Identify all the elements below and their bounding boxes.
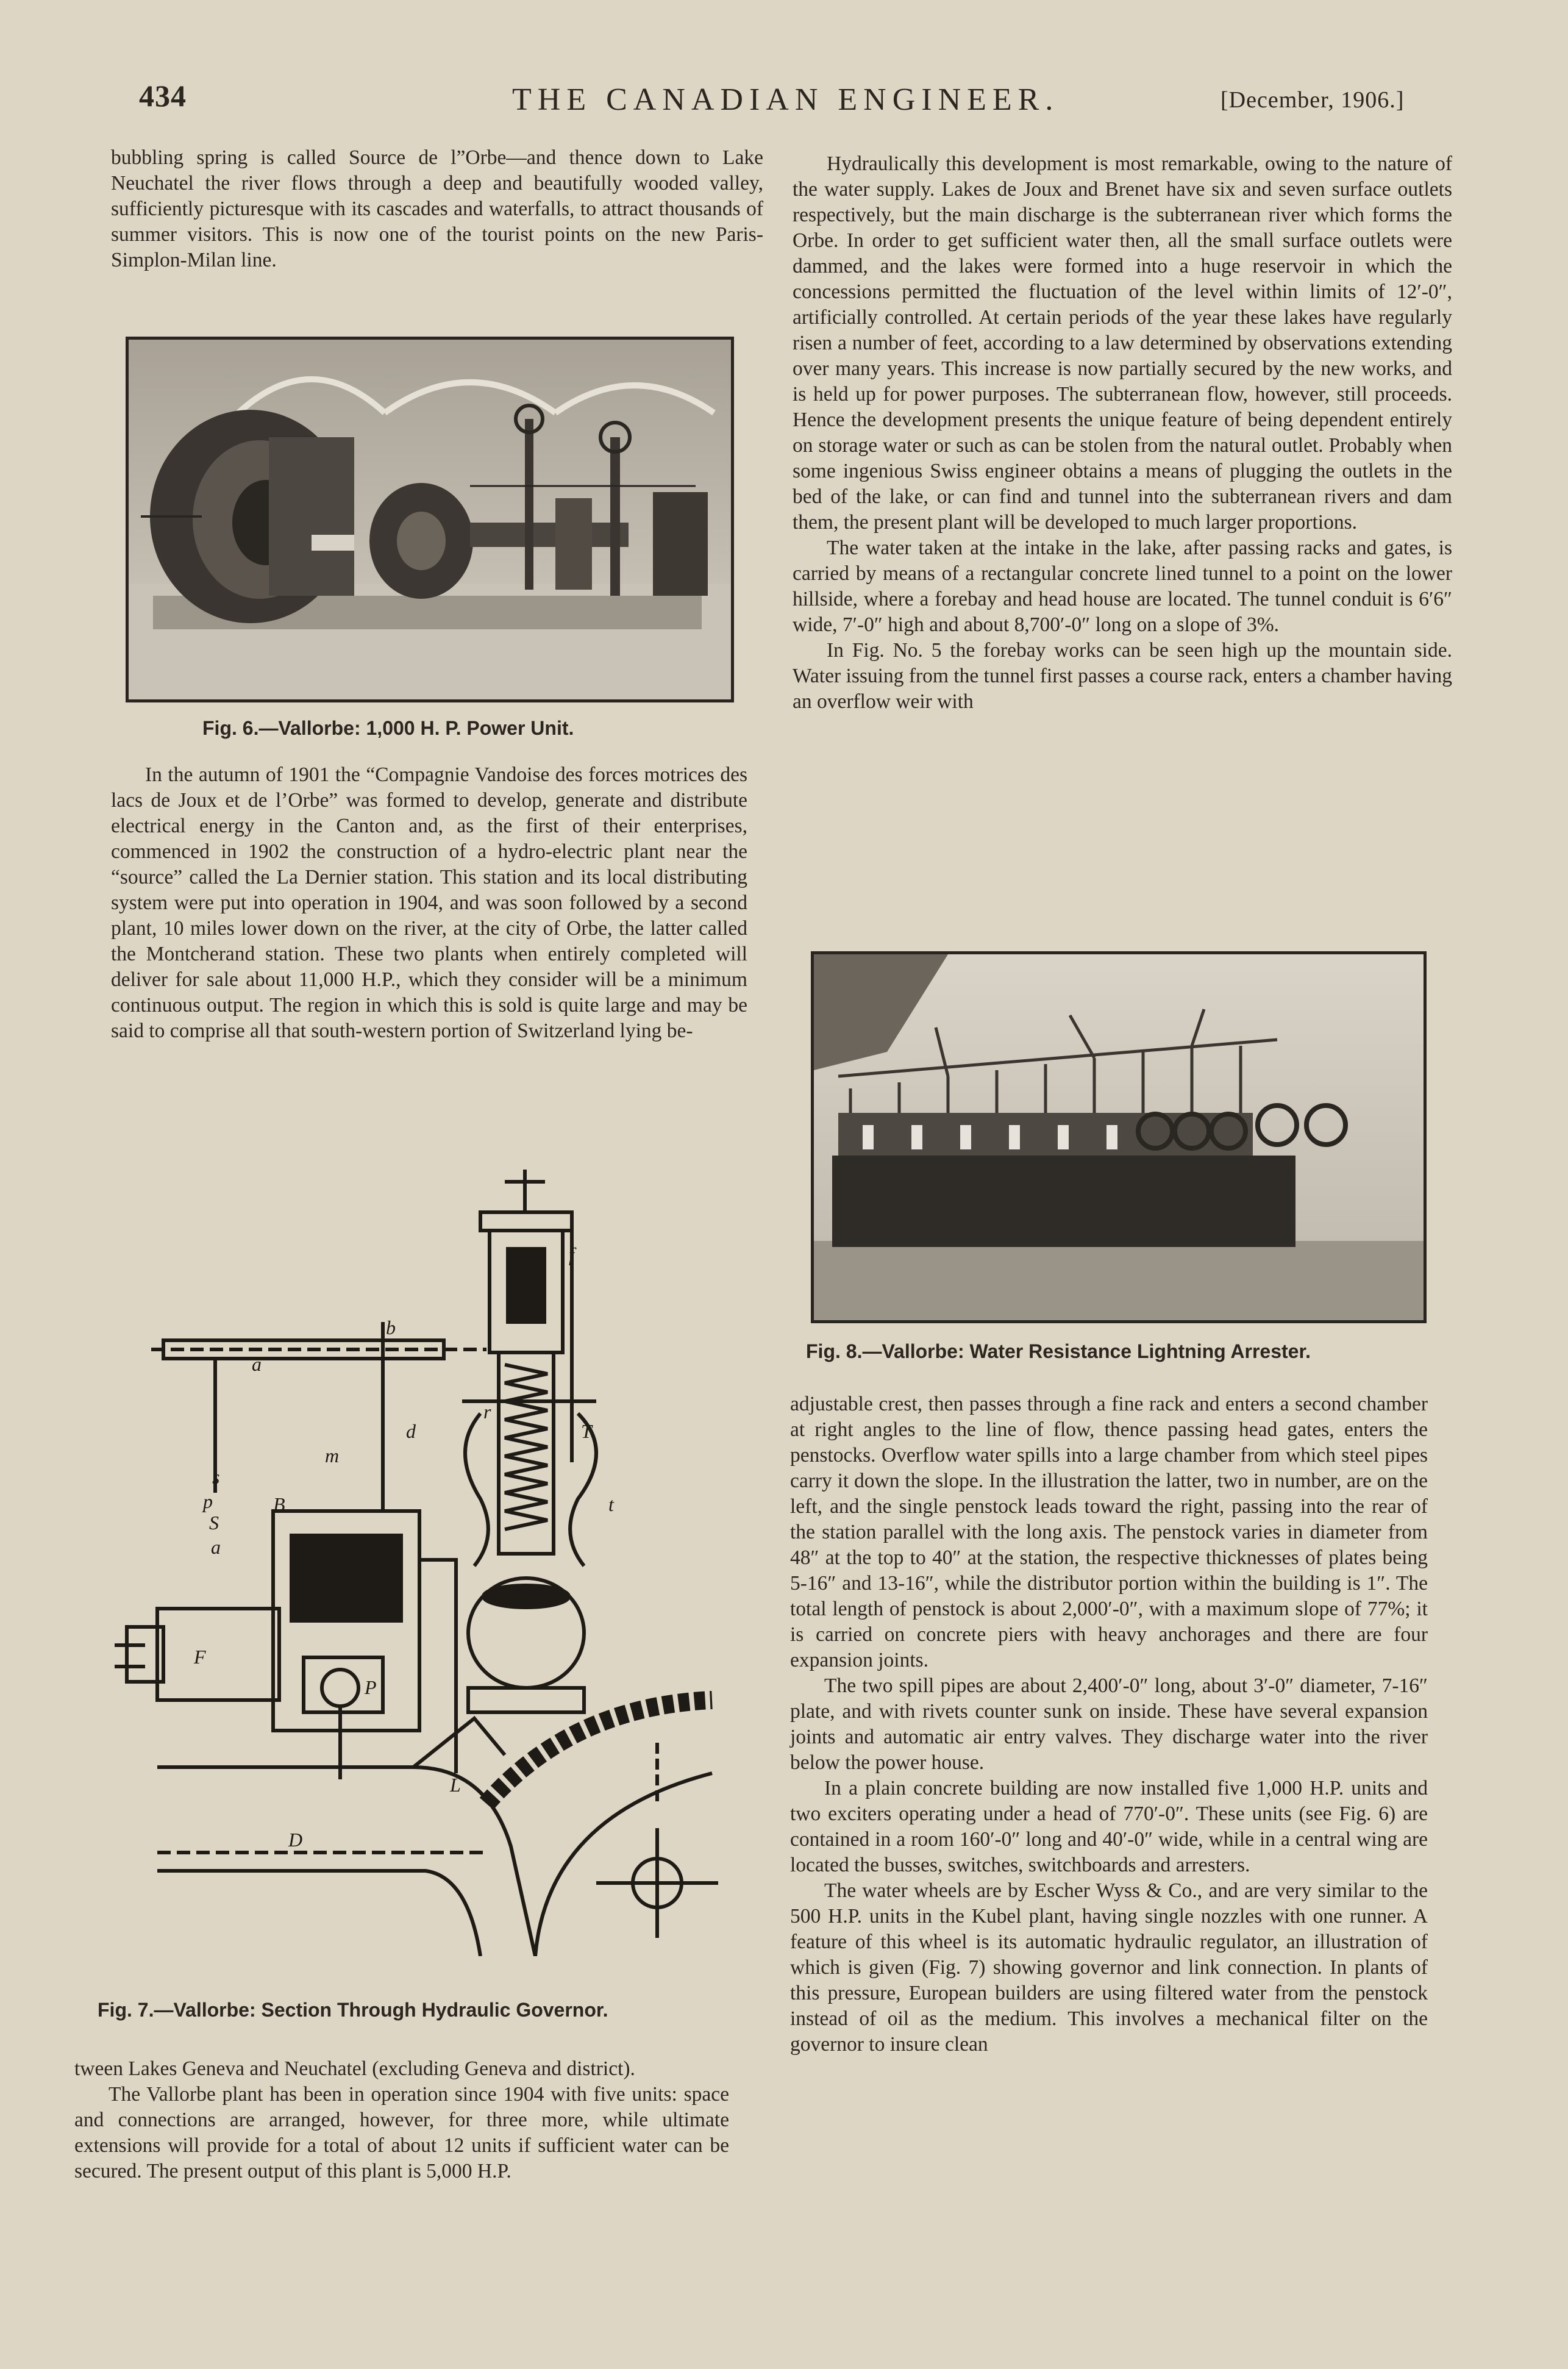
issue-date: [December, 1906.]: [1221, 87, 1405, 113]
label-a2: a: [211, 1536, 221, 1558]
label-a: a: [252, 1353, 262, 1375]
paragraph: The Vallorbe plant has been in operation since 1904 with five units: space and connections are arranged, however, for three more, while ultimate extensions will provide for a total of about 12 units if sufficient water can be secured. The present output of this plant is 5,000 H.P.: [74, 2083, 729, 2182]
label-t: t: [608, 1493, 614, 1515]
label-s: s: [212, 1466, 220, 1488]
paragraph: adjustable crest, then passes through a fine rack and enters a second chamber at right angles to the line of flow, thence passing head gates, enters the penstocks. Overflow water spills into a large chamber from which steel pipes carry it down the slope. In the illustration the latter, two in number, are on the left, and the single penstock leads toward the right, passing into the rear of the station parallel with the long axis. The penstock varies in diameter from 48″ at the top to 40″ at the station, the respective thicknesses of plates being 5-16″ and 13-16″, while the distributor portion within the building is 1″. The total length of penstock is about 2,000′-0″, with a maximum slope of 77%; it is carried on concrete piers with heavy anchorages and there are four expansion joints.: [790, 1393, 1428, 1671]
label-d: d: [406, 1420, 416, 1442]
label-B: B: [273, 1493, 285, 1515]
left-column-top: [111, 145, 763, 273]
label-D: D: [288, 1829, 303, 1851]
left-column-middle: [111, 762, 747, 1044]
label-p: p: [203, 1490, 213, 1512]
right-column-top: [793, 151, 1452, 715]
label-T: T: [581, 1420, 592, 1442]
label-L: L: [450, 1774, 461, 1796]
paragraph: In a plain concrete building are now installed five 1,000 H.P. units and two exciters operating under a head of 770′-0″. These units (see Fig. 6) are contained in a room 160′-0″ long and 40′-0″ wide, while in a central wing are located the busses, switches, switchboards and arresters.: [790, 1777, 1428, 1876]
figure-7-caption: Fig. 7.—Vallorbe: Section Through Hydraulic Governor.: [98, 1999, 608, 2021]
paragraph: The water taken at the intake in the lake, after passing racks and gates, is carried by means of a rectangular concrete lined tunnel to a point on the lower hillside, where a forebay and head house are located. The tunnel conduit is 6′6″ wide, 7′-0″ high and about 8,700′-0″ long on a slope of 3%.: [793, 537, 1452, 636]
figure-8-caption: Fig. 8.—Vallorbe: Water Resistance Lightning Arrester.: [806, 1340, 1311, 1362]
lightning-arrester-illustration: [814, 954, 1424, 1320]
figure-6-caption: Fig. 6.—Vallorbe: 1,000 H. P. Power Unit.: [202, 717, 574, 739]
label-F: F: [194, 1646, 206, 1668]
page-number: 434: [139, 79, 187, 113]
figure-8-photo: [811, 951, 1427, 1323]
paragraph: bubbling spring is called Source de l”Orbe—and thence down to Lake Neuchatel the river flows through a deep and beautifully wooded valley, sufficiently picturesque with its cascades and waterfalls, to attract thousands of summer visitors. This is now one of the tourist points on the new Paris-Simplon-Milan line.: [111, 146, 763, 271]
power-unit-illustration: [129, 340, 731, 699]
label-b: b: [386, 1317, 396, 1338]
paragraph: In Fig. No. 5 the forebay works can be seen high up the mountain side. Water issuing from the tunnel first passes a course rack, enters a chamber having an overflow weir with: [793, 639, 1452, 713]
journal-title: THE CANADIAN ENGINEER.: [512, 82, 1060, 117]
page-header: [0, 78, 1568, 127]
label-m: m: [325, 1445, 340, 1467]
paragraph: The water wheels are by Escher Wyss & Co., and are very similar to the 500 H.P. units in the Kubel plant, having single nozzles with one runner. A feature of this wheel is its automatic hydraulic regulator, an illustration of which is given (Fig. 7) showing governor and link connection. In plants of this pressure, European builders are using filtered water from the penstock instead of oil as the medium. This involves a mechanical filter on the governor to insure clean: [790, 1879, 1428, 2056]
label-f: f: [569, 1243, 574, 1265]
paragraph: In the autumn of 1901 the “Compagnie Vandoise des forces motrices des lacs de Joux et de l’Orbe” was formed to develop, generate and distribute electrical energy in the Canton and, as the first of their enterprises, commenced in 1902 the construction of a hydro-electric plant near the “source” called the La Dernier station. This station and its local distributing system were put into operation in 1904, and was soon followed by a second plant, 10 miles lower down on the river, at the city of Orbe, the latter called the Montcherand station. These two plants when entirely completed will deliver for sale about 11,000 H.P., which they consider will be a minimum continuous output. The region in which this is sold is quite large and may be said to comprise all that south-western portion of Switzerland lying be-: [111, 763, 747, 1042]
figure-6-photo: [126, 337, 734, 702]
label-P: P: [365, 1676, 377, 1698]
figure-7-drawing: [109, 1170, 743, 1956]
right-column-bottom: [790, 1392, 1428, 2057]
label-S: S: [209, 1512, 219, 1534]
paragraph: The two spill pipes are about 2,400′-0″ long, about 3′-0″ diameter, 7-16″ plate, and with rivets counter sunk on inside. These have several expansion joints and automatic air entry valves. They discharge water into the river below the power house.: [790, 1674, 1428, 1774]
paragraph: tween Lakes Geneva and Neuchatel (excluding Geneva and district).: [74, 2057, 635, 2080]
hydraulic-governor-diagram: [109, 1170, 743, 1956]
label-r: r: [483, 1401, 491, 1423]
paragraph: Hydraulically this development is most remarkable, owing to the nature of the water supply. Lakes de Joux and Brenet have six and seven surface outlets respectively, but the main discharge is the subterranean river which forms the Orbe. In order to get sufficient water then, all the small surface outlets were dammed, and the lakes were formed into a huge reservoir in which the concessions permitted the fluctuation of the level within limits of 12′-0″, artificially controlled. At certain periods of the year these lakes have regularly risen a number of feet, according to a law determined by observations extending over many years. This increase is now partially secured by the new works, and is held up for power purposes. The subterranean flow, however, still proceeds. Hence the development presents the unique feature of being dependent entirely on storage water or such as can be stolen from the natural outlet. Probably when some ingenious Swiss engineer obtains a means of plugging the outlets in the bed of the lake, or can find and tunnel into the subterranean rivers and dam them, the present plant will be developed to much larger proportions.: [793, 152, 1452, 534]
left-column-bottom: [74, 2056, 729, 2184]
